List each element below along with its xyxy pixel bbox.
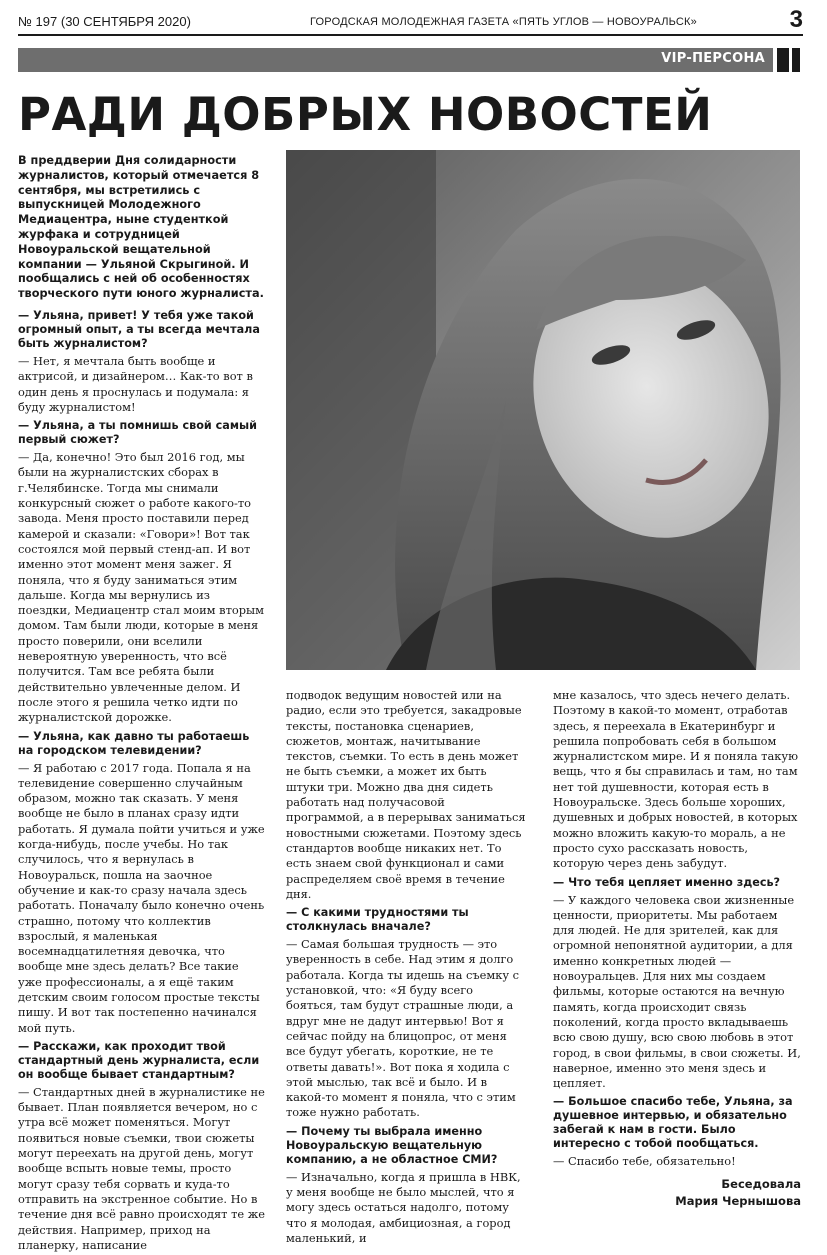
author-signature	[553, 1176, 801, 1210]
interview-question: — Почему ты выбрала именно Новоуральскую вещательную компанию, а не областное СМИ?	[286, 1124, 498, 1166]
interview-answer: — Самая большая трудность — это уверенность в себе. Над этим я долго работала. Когда ты идешь на съемку с установкой, что: «Я буду всего бояться, там будут страшные люди, а вдруг мне не дадут интервью! Вот я сейчас пойду на блицопрос, от меня все будут убегать, короткие, не те ответы давать!». Вот пока я ходила с этой мыслью, так всё и было. И в какой-то момент я поняла, что с этим тоже нужно работать.	[286, 937, 520, 1120]
interview-answer: мне казалось, что здесь нечего делать. Поэтому в какой-то момент, отработав здесь, я переехала в Екатеринбург и решила попробовать себя в большом журналистском мире. И я поняла такую вещь, что я бы справилась и там, но там нет той душевности, которая есть в Новоуральске. Здесь больше хороших, душевных и добрых новостей, в которых можно вложить какую-то мораль, а не просто сухо рассказать новость, которую через день забудут.	[553, 688, 798, 871]
interview-question: — С какими трудностями ты столкнулась вначале?	[286, 906, 469, 934]
interview-answer: — Стандартных дней в журналистике не бывает. План появляется вечером, но с утра всё может поменяться. Могут появиться новые съемки, твои сюжеты могут переехать на другой день, могут вообще вспыть новые темы, просто могут сразу тебя сорвать и куда-то отправить на экстренное событие. Но в течение дня всё равно происходят те же действия. Например, приход на планерку, написание	[18, 1084, 265, 1252]
article-title: РАДИ ДОБРЫХ НОВОСТЕЙ	[18, 88, 713, 141]
portrait-photo-icon	[286, 150, 800, 670]
article-column-3	[553, 688, 801, 1210]
interview-answer: — Нет, я мечтала быть вообще и актрисой, и дизайнером… Как-то вот в один день я проснулась и подумала: я буду журналистом!	[18, 354, 253, 414]
interview-answer: — Да, конечно! Это был 2016 год, мы были на журналистских сборах в г.Челябинске. Тогда мы снимали конкурсный сюжет о работе какого-то завода. Меня просто поставили перед камерой и сказали: «Говори»! Вот так состоялся мой первый стенд-ап. И вот именно этот момент меня зажег. Я поняла, что я буду заниматься этим дальше. Когда мы вернулись из поездки, Медиацентр стал моим вторым домом. Там были люди, которые в меня просто поверили, они вселили невероятную уверенность, что всё получится. Там все ребята были действительно увлеченные делом. И после этого я решила четко идти по журналистской дорожке.	[18, 450, 264, 725]
page-number: 3	[789, 6, 803, 33]
issue-number: № 197 (30 СЕНТЯБРЯ 2020)	[18, 14, 191, 29]
rubric-label: VIP-ПЕРСОНА	[661, 51, 765, 66]
article-lead: В преддверии Дня солидарности журналистов, который отмечается 8 сентября, мы встретились с выпускницей Молодежного Медиацентра, ныне студенткой журфака и сотрудницей Новоуральской вещательной компании — Ульяной Скрыгиной. И пообщались с ней об особенностях творческого пути юного журналиста.	[18, 154, 264, 301]
interview-question: — Ульяна, как давно ты работаешь на городском телевидении?	[18, 729, 250, 757]
interview-answer: — Я работаю с 2017 года. Попала я на телевидение совершенно случайным образом, можно так сказать. У меня вообще не было в планах сразу идти работать. Я думала пойти учиться и уже когда-нибудь, после учебы. Но так случилось, что я вернулась в Новоуральск, пошла на заочное обучение и как-то сразу начала здесь работать. Поначалу было конечно очень страшно, потому что коллектив взрослый, я маленькая восемнадцатилетняя девочка, что вообще мне здесь делать? Все такие уже профессионалы, а я ещё таким детским своим голосом простые тексты пишу. И вот так постепенно начинался мой путь.	[18, 760, 265, 1035]
portrait-photo	[286, 150, 800, 670]
interview-answer: — Изначально, когда я пришла в НВК, у меня вообще не было мыслей, что я могу здесь остаться надолго, потому что я молодая, амбициозная, а город маленький, и	[286, 1169, 521, 1245]
rubric-banner	[18, 48, 773, 72]
interview-question: — Ульяна, привет! У тебя уже такой огромный опыт, а ты всегда мечтала быть журналистом?	[18, 309, 260, 350]
article-column-1	[18, 305, 266, 1255]
interview-answer: подводок ведущим новостей или на радио, если это требуется, закадровые тексты, постановка сценариев, сюжетов, монтаж, начитывание текстов, съемки. То есть в день может не быть съемки, а может их быть штуки три. Можно два дня сидеть работать над получасовой программой, а в перерывах заниматься новостными сюжетами. Поэтому здесь стандартов вообще никаких нет. То есть знаем свой функционал и сами распределяем своё время в течение дня.	[286, 688, 526, 901]
author-label: Беседовала	[721, 1176, 801, 1191]
interview-question: — Ульяна, а ты помнишь свой самый первый сюжет?	[18, 419, 257, 447]
rubric-decor-bar	[777, 48, 789, 72]
interview-question: — Что тебя цепляет именно здесь?	[553, 875, 781, 889]
newspaper-name: ГОРОДСКАЯ МОЛОДЕЖНАЯ ГАЗЕТА «ПЯТЬ УГЛОВ — НОВОУРАЛЬСК»	[310, 16, 697, 28]
rubric-decor-bar-thin	[792, 48, 800, 72]
interview-question: — Расскажи, как проходит твой стандартный день журналиста, если он вообще бывает стандартным?	[18, 1039, 260, 1081]
interview-answer: — Спасибо тебе, обязательно!	[553, 1154, 736, 1169]
article-column-2	[286, 688, 526, 1248]
page-header	[18, 8, 803, 36]
author-name: Мария Чернышова	[675, 1193, 801, 1208]
interview-question: — Большое спасибо тебе, Ульяна, за душевное интервью, и обязательно забегай к нам в гости. Было интересно с тобой пообщаться.	[553, 1095, 793, 1151]
interview-answer: — У каждого человека свои жизненные ценности, приоритеты. Мы работаем для людей. Не для зрителей, как для огромной непонятной аудитории, а для именно конкретных людей — новоуральцев. Для них мы создаем фильмы, которые остаются на вечную память, когда происходит связь поколений, когда просто вкладываешь всю свою душу, всю свою любовь в этот город, в свои фильмы, в свои сюжеты. И, наверное, именно это меня здесь и цепляет.	[553, 892, 801, 1091]
